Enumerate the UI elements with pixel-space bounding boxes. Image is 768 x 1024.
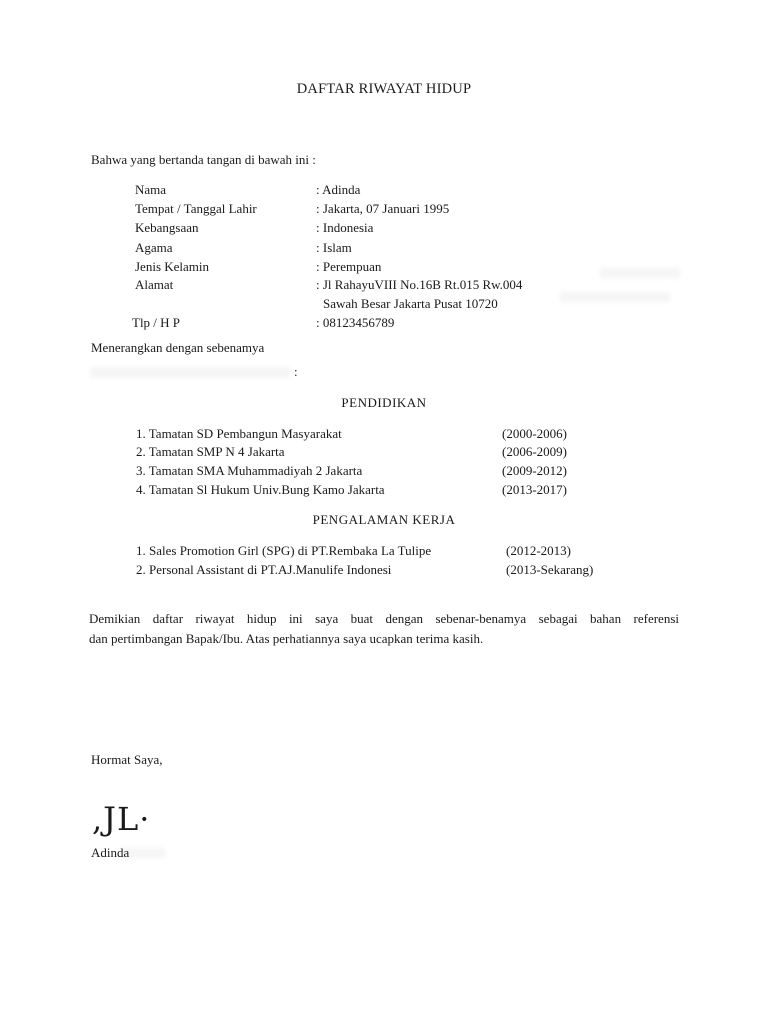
list-item-years: (2012-2013) [506, 543, 571, 558]
statement-intro: Menerangkan dengan sebenamya [91, 340, 265, 355]
document-title: DAFTAR RIWAYAT HIDUP [296, 81, 472, 97]
bleed-through-mark [90, 367, 290, 378]
identity-value-religion: : Islam [316, 240, 352, 255]
list-item-years: (2000-2006) [502, 426, 567, 441]
list-item-years: (2013-Sekarang) [506, 562, 594, 577]
identity-value-address-line2: Sawah Besar Jakarta Pusat 10720 [323, 296, 498, 311]
list-item-years: (2013-2017) [502, 482, 567, 497]
greeting: Hormat Saya, [91, 752, 163, 767]
identity-value-phone: : 08123456789 [316, 315, 395, 330]
list-item: 4. Tamatan Sl Hukum Univ.Bung Kamo Jakarta [136, 482, 385, 497]
signature: ,JL· [92, 800, 151, 838]
list-item: 3. Tamatan SMA Muhammadiyah 2 Jakarta [136, 463, 363, 478]
identity-value-birth: : Jakarta, 07 Januari 1995 [316, 201, 450, 216]
list-item-years: (2006-2009) [502, 444, 567, 459]
list-item: 2. Personal Assistant di PT.AJ.Manulife Indonesi [136, 562, 392, 577]
bleed-through-mark [600, 268, 680, 278]
identity-value-nationality: : Indonesia [316, 220, 374, 235]
list-item: 1. Tamatan SD Pembangun Masyarakat [136, 426, 342, 441]
identity-label-address: Alamat [135, 277, 174, 292]
signer-name: Adinda [91, 845, 130, 860]
list-item: 1. Sales Promotion Girl (SPG) di PT.Rembaka La Tulipe [136, 543, 432, 558]
list-item-years: (2009-2012) [502, 463, 567, 478]
statement-colon: : [294, 364, 298, 379]
education-heading: PENDIDIKAN [341, 395, 427, 410]
closing-paragraph-line2: dan pertimbangan Bapak/Ibu. Atas perhatiannya saya ucapkan terima kasih. [89, 631, 484, 646]
list-item: 2. Tamatan SMP N 4 Jakarta [136, 444, 285, 459]
identity-label-birth: Tempat / Tanggal Lahir [135, 201, 257, 216]
intro-line: Bahwa yang bertanda tangan di bawah ini : [91, 152, 316, 167]
identity-label-name: Nama [135, 182, 167, 197]
identity-value-name: : Adinda [316, 182, 361, 197]
identity-label-religion: Agama [135, 240, 173, 255]
closing-paragraph-line1: Demikian daftar riwayat hidup ini saya buat dengan sebenar-benamya sebagai bahan referensi [89, 611, 679, 626]
identity-label-nationality: Kebangsaan [135, 220, 199, 235]
bleed-through-mark [560, 292, 670, 302]
identity-value-gender: : Perempuan [316, 259, 382, 274]
identity-value-address: : Jl RahayuVIII No.16B Rt.015 Rw.004 [316, 277, 523, 292]
closing-paragraph [89, 609, 679, 649]
experience-heading: PENGALAMAN KERJA [312, 512, 456, 527]
identity-label-phone: Tlp / H P [132, 315, 181, 330]
identity-label-gender: Jenis Kelamin [135, 259, 210, 274]
